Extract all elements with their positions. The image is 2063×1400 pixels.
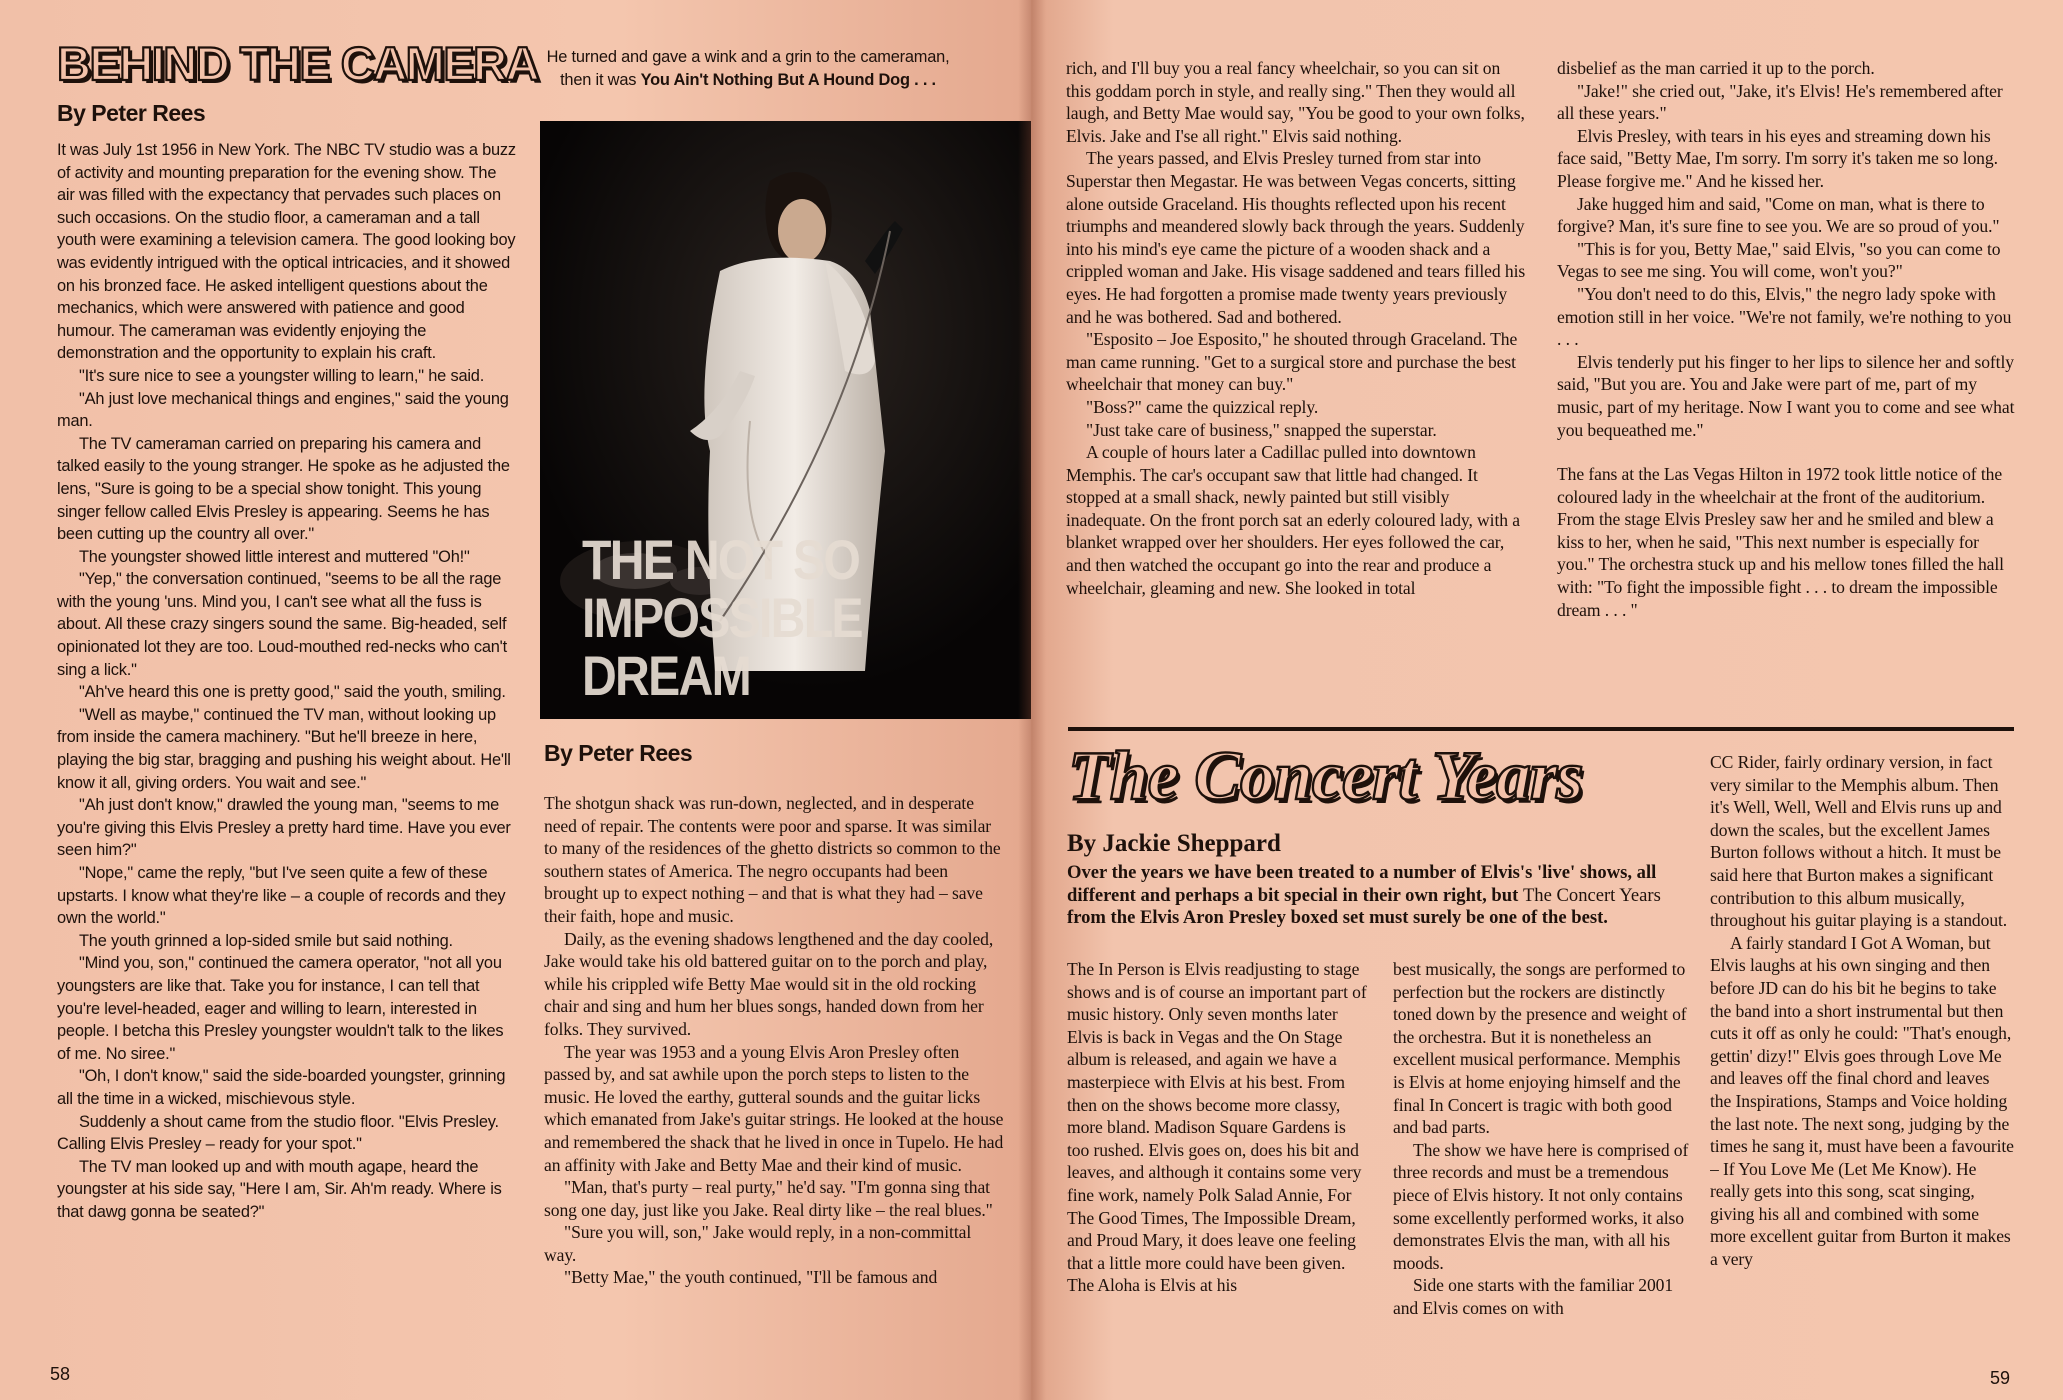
behind-the-camera-title: BEHIND THE CAMERA bbox=[57, 37, 539, 90]
song-title: You Ain't Nothing But A Hound Dog . . . bbox=[640, 70, 936, 89]
photo-title-line-1: THE NOT SO bbox=[582, 528, 860, 591]
performer-photo bbox=[540, 121, 1033, 719]
paragraph: The show we have here is comprised of three records and must be a tremendous piece of Elvis history. It not only contains some excellently performed works, it also demonstrates Elvis the man, with all his moods. bbox=[1393, 1139, 1689, 1273]
paragraph: Suddenly a shout came from the studio floor. "Elvis Presley. Calling Elvis Presley – ready for your spot." bbox=[57, 1112, 499, 1154]
lead-text: He turned and gave a wink and a grin to the cameraman, then it was bbox=[546, 48, 950, 89]
paragraph: "Betty Mae," the youth continued, "I'll be famous and bbox=[564, 1267, 938, 1288]
paragraph: best musically, the songs are performed to perfection but the rockers are distinctly toned down by the presence and weight of the orchestra. But it is nonetheless an excellent musical performance. Memphis is Elvis at home enjoying himself and the final In Concert is tragic with both good and bad parts. bbox=[1393, 959, 1687, 1138]
article-column-4 bbox=[1557, 57, 2015, 715]
paragraph: The youth grinned a lop-sided smile but said nothing. bbox=[79, 931, 453, 950]
review-column-1 bbox=[1067, 958, 1367, 1358]
paragraph: Daily, as the evening shadows lengthened and the day cooled, Jake would take his old battered guitar on to the porch and play, while his crippled wife Betty Mae would sit in the old rocking chair and sing and hum her blues songs, handed down from her folks. They survived. bbox=[544, 928, 994, 1039]
paragraph: "Nope," came the reply, "but I've seen quite a few of these upstarts. I know what they're like – a couple of records and they own the world." bbox=[57, 864, 506, 928]
photo-title-line-2: IMPOSSIBLE DREAM bbox=[582, 586, 862, 707]
paragraph: "Oh, I don't know," said the side-boarded youngster, grinning all the time in a wicked, mischievous style. bbox=[57, 1067, 506, 1108]
paragraph: "Boss?" came the quizzical reply. bbox=[1086, 396, 1319, 417]
article-column-3 bbox=[1066, 57, 1526, 715]
review-column-3 bbox=[1710, 751, 2014, 1358]
paragraph: Elvis tenderly put his finger to her lips to silence her and softly said, "But you are. You and Jake were part of me, part of my music, part of my heritage. Now I want you to come and see what you bequeathed me." bbox=[1557, 351, 2015, 440]
article-column-2 bbox=[544, 792, 1004, 1357]
paragraph: A couple of hours later a Cadillac pulled into downtown Memphis. The car's occupant saw that little had changed. It stopped at a small shack, newly painted but still visibly inadequate. On the front porch sat an ederly coloured lady, with a blanket wrapped over her shoulders. Her eyes followed the car, and then watched the occupant go into the rear and produce a wheelchair, gleaming and new. She looked in total bbox=[1066, 442, 1520, 598]
paragraph: "Ah've heard this one is pretty good," said the youth, smiling. bbox=[79, 683, 506, 702]
paragraph: "Just take care of business," snapped the superstar. bbox=[1086, 419, 1437, 440]
paragraph: The TV man looked up and with mouth agape, heard the youngster at his side say, "Here I am, Sir. Ah'm ready. Where is that dawg gonna be seated?" bbox=[57, 1157, 502, 1221]
left-page bbox=[0, 0, 1031, 1400]
paragraph: "Ah just love mechanical things and engines," said the young man. bbox=[57, 389, 509, 431]
paragraph: The years passed, and Elvis Presley turned from star into Superstar then Megastar. He was between Vegas concerts, sitting alone outside Graceland. His thoughts reflected upon his recent triumphs and meandered slowly back through the years. Suddenly into his mind's eye came the picture of a wooden shack and a crippled woman and Jake. His visage saddened and tears filled his eyes. He had forgotten a promise made twenty years previously and he was bothered. Sad and bothered. bbox=[1066, 148, 1526, 327]
lead-paragraph bbox=[538, 46, 958, 91]
paragraph: "Ah just don't know," drawled the young man, "seems to me you're giving this Elvis Presley a pretty hard time. Have you ever seen him?" bbox=[57, 796, 511, 860]
paragraph: disbelief as the man carried it up to the porch. bbox=[1557, 58, 1875, 78]
byline-peter-rees-2: By Peter Rees bbox=[544, 740, 693, 766]
paragraph: "Mind you, son," continued the camera operator, "not all you youngsters are like that. Take you for instance, I can tell that you're level-headed, eager and willing to learn, interested in people. I betcha this Presley youngster wouldn't talk to the likes of me. No siree." bbox=[57, 954, 504, 1063]
concert-years-title: The Concert Years bbox=[1068, 738, 1583, 815]
article-column-1 bbox=[57, 139, 517, 1357]
paragraph: The In Person is Elvis readjusting to stage shows and is of course an important part of music history. Only seven months later Elvis is back in Vegas and the On Stage album is released, and again we have a masterpiece with Elvis at his best. From then on the shows become more classy, more bland. Madison Square Gardens is too rushed. Elvis goes on, does his bit and leaves, and although it contains some very fine work, namely Polk Salad Annie, For The Good Times, The Impossible Dream, and Proud Mary, it does leave one feeling that a little more could have been given. The Aloha is Elvis at his bbox=[1067, 959, 1367, 1296]
review-column-2 bbox=[1393, 958, 1693, 1358]
page-number-left: 58 bbox=[50, 1364, 71, 1384]
byline-peter-rees: By Peter Rees bbox=[57, 100, 206, 126]
page-number-right: 59 bbox=[1990, 1368, 2011, 1388]
paragraph: The youngster showed little interest and muttered "Oh!" bbox=[79, 547, 470, 566]
byline-jackie-sheppard: By Jackie Sheppard bbox=[1067, 830, 1281, 857]
paragraph: The TV cameraman carried on preparing his camera and talked easily to the young stranger. He spoke as he adjusted the lens, "Sure is going to be a special show tonight. This young singer fellow called Elvis Presley is appearing. Seems he has been cutting up the country all over." bbox=[57, 434, 510, 544]
photo-title bbox=[582, 528, 970, 707]
paragraph: "You don't need to do this, Elvis," the negro lady spoke with emotion still in her voice. "We're not family, we're nothing to you . . . bbox=[1557, 283, 2012, 350]
paragraph: A fairly standard I Got A Woman, but Elvis laughs at his own singing and then before JD can do his bit he begins to take the band into a short instrumental but then cuts it off as only he could: "That's enough, gettin' dizy!" Elvis goes through Love Me and leaves off the final chord and leaves the Inspirations, Stamps and Voice holding the last note. The next song, judging by the times he sang it, must have been a favourite – If You Love Me (Let Me Know). He really gets into this song, scat singing, giving his all and combined with some more excellent guitar from Burton it makes a very bbox=[1710, 932, 2014, 1270]
paragraph: "Sure you will, son," Jake would reply, in a non-committal way. bbox=[544, 1222, 972, 1265]
paragraph: It was July 1st 1956 in New York. The NBC TV studio was a buzz of activity and mounting preparation for the evening show. The air was filled with the expectancy that pervades such places on such occasions. On the studio floor, a cameraman and a tall youth were examining a television camera. The good looking boy was evidently intrigued with the optical intricacies, and it showed on his bronzed face. He asked intelligent questions about the mechanics, which were answered with patience and good humour. The cameraman was evidently enjoying the demonstration and the opportunity to explain his craft. bbox=[57, 141, 516, 363]
paragraph: Elvis Presley, with tears in his eyes and streaming down his face said, "Betty Mae, I'm sorry. I'm sorry it's taken me so long. Please forgive me." And he kissed her. bbox=[1557, 125, 1998, 191]
section-divider bbox=[1068, 727, 2014, 731]
paragraph: CC Rider, fairly ordinary version, in fact very similar to the Memphis album. Then it's Well, Well, Well and Elvis runs up and down the scales, but the excellent James Burton follows without a hitch. It must be said here that Burton makes a significant contribution to this album musically, throughout his guitar playing is a standout. bbox=[1710, 752, 2008, 931]
paragraph: "Well as maybe," continued the TV man, without looking up from inside the camera machinery. "But he'll breeze in here, playing the big star, bragging and pushing his weight about. He'll know it all, giving orders. You wait and see." bbox=[57, 705, 511, 792]
paragraph: Side one starts with the familiar 2001 and Elvis comes on with bbox=[1393, 1275, 1674, 1318]
paragraph: rich, and I'll buy you a real fancy wheelchair, so you can sit on this goddam porch in style, and really sing." Then they would all laugh, and Betty Mae would say, "You be good to your own folks, Elvis. Jake and I'se all right." Elvis said nothing. bbox=[1066, 58, 1525, 146]
paragraph: Jake hugged him and said, "Come on man, what is there to forgive? Man, it's sure fine to see you. We are so proud of you." bbox=[1557, 193, 2000, 237]
page-gutter bbox=[1018, 0, 1046, 1400]
paragraph: "Jake!" she cried out, "Jake, it's Elvis! He's remembered after all these years." bbox=[1557, 80, 2003, 124]
column-2-lead bbox=[538, 46, 958, 118]
review-intro bbox=[1067, 862, 1679, 930]
intro-text-end: from the Elvis Aron Presley boxed set must surely be one of the best. bbox=[1067, 907, 1608, 929]
paragraph: "Man, that's purty – real purty," he'd say. "I'm gonna sing that song one day, just like you Jake. Real dirty like – the real blues." bbox=[544, 1177, 993, 1220]
paragraph: "It's sure nice to see a youngster willing to learn," he said. bbox=[79, 366, 485, 385]
paragraph: "Esposito – Joe Esposito," he shouted through Graceland. The man came running. "Get to a surgical store and purchase the best wheelchair that money can buy." bbox=[1066, 329, 1518, 395]
paragraph: "This is for you, Betty Mae," said Elvis, "so you can come to Vegas to see me sing. You will come, won't you?" bbox=[1557, 238, 2001, 282]
paragraph: The fans at the Las Vegas Hilton in 1972 took little notice of the coloured lady in the wheelchair at the front of the auditorium. From the stage Elvis Presley saw her and he smiled and blew a kiss to her, when he said, "This next number is especially for you." The orchestra stuck up and his mellow tones filled the hall with: "To fight the impossible fight . . . to dream the impossible dream . . . " bbox=[1557, 464, 2004, 620]
album-title: The Concert Years bbox=[1522, 884, 1661, 906]
paragraph: The year was 1953 and a young Elvis Aron Presley often passed by, and sat awhile upon the porch steps to listen to the music. He loved the earthy, gutteral sounds and the guitar licks which emanated from Jake's guitar strings. He looked at the house and remembered the shack that he lived in once in Tupelo. He had an affinity with Jake and Betty Mae and their kind of music. bbox=[544, 1041, 1004, 1175]
intro-text: Over the years we have been treated to a number of Elvis's 'live' shows, all different and perhaps a bit special in their own right, but bbox=[1067, 862, 1657, 906]
paragraph: The shotgun shack was run-down, neglected, and in desperate need of repair. The contents were poor and sparse. It was similar to many of the residences of the ghetto districts so common to the southern states of America. The negro occupants had been brought up to expect nothing – and that is what they had – save their faith, hope and music. bbox=[544, 793, 1001, 926]
paragraph: "Yep," the conversation continued, "seems to be all the rage with the young 'uns. Mind you, I can't see what all the fuss is about. All these crazy singers sound the same. Big-headed, self opinionated lot they are too. Loud-mouthed red-necks who can't sing a lick." bbox=[57, 570, 507, 679]
